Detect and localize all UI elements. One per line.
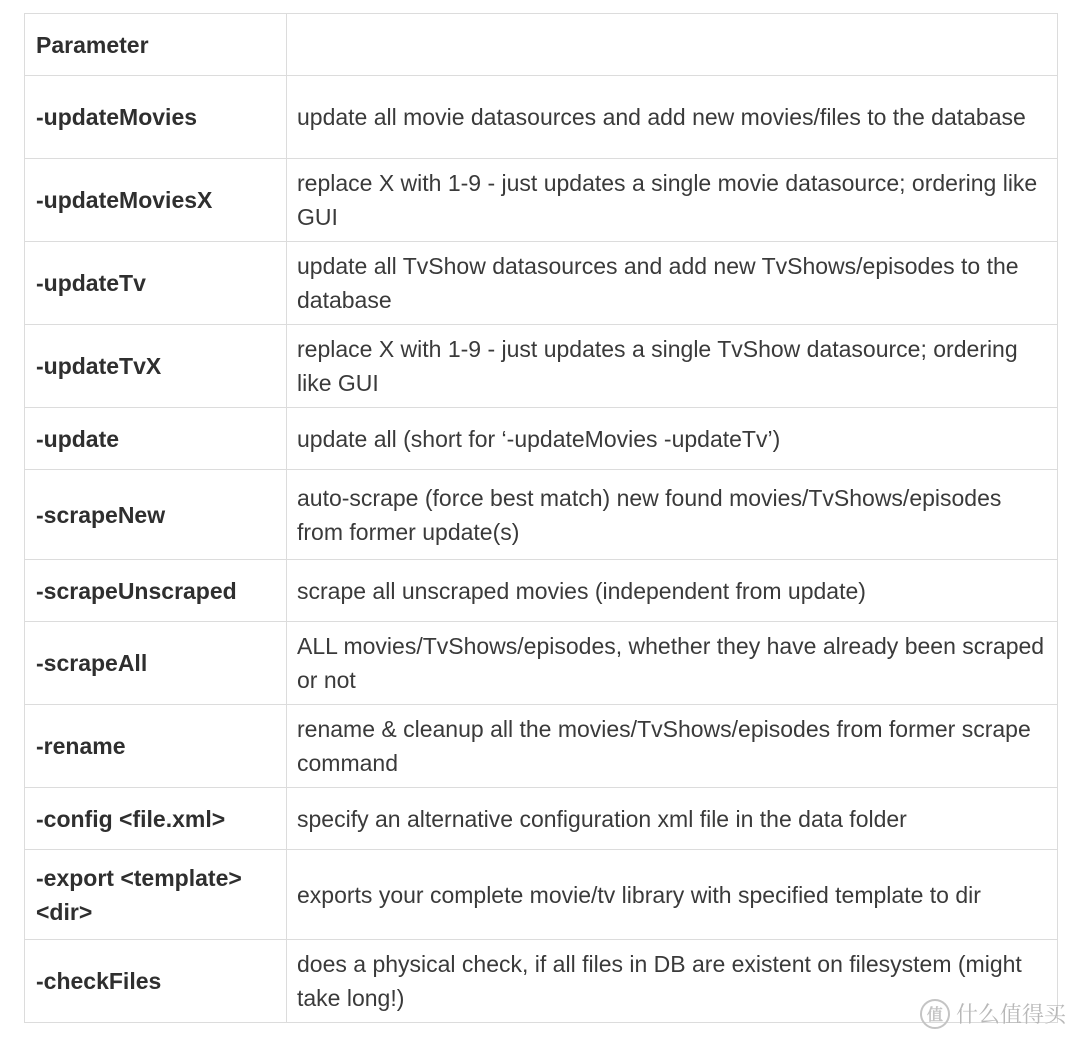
table-row (25, 408, 1058, 470)
parameter-table (24, 13, 1058, 1023)
desc-cell: exports your complete movie/tv library with specified template to dir (287, 850, 1058, 940)
desc-cell: replace X with 1-9 - just updates a single TvShow datasource; ordering like GUI (287, 325, 1058, 408)
param-cell: -scrapeUnscraped (25, 560, 287, 622)
table-row (25, 242, 1058, 325)
param-cell: -rename (25, 705, 287, 788)
desc-cell: update all (short for ‘-updateMovies -updateTv’) (287, 408, 1058, 470)
watermark-logo-icon: 值 (920, 999, 950, 1029)
table-row (25, 325, 1058, 408)
param-cell: -updateTvX (25, 325, 287, 408)
param-cell: -checkFiles (25, 940, 287, 1023)
header-description (287, 14, 1058, 76)
table-row (25, 622, 1058, 705)
param-cell: -update (25, 408, 287, 470)
param-cell: -scrapeNew (25, 470, 287, 560)
param-cell: -config <file.xml> (25, 788, 287, 850)
desc-cell: specify an alternative configuration xml file in the data folder (287, 788, 1058, 850)
desc-cell: does a physical check, if all files in DB are existent on filesystem (might take long!) (287, 940, 1058, 1023)
table-row (25, 788, 1058, 850)
table-row (25, 940, 1058, 1023)
table-row (25, 159, 1058, 242)
table-row (25, 76, 1058, 159)
table-row (25, 850, 1058, 940)
desc-cell: ALL movies/TvShows/episodes, whether they have already been scraped or not (287, 622, 1058, 705)
desc-cell: replace X with 1-9 - just updates a single movie datasource; ordering like GUI (287, 159, 1058, 242)
param-cell: -scrapeAll (25, 622, 287, 705)
watermark (920, 998, 1066, 1029)
param-cell: -export <template> <dir> (25, 850, 287, 940)
table-row (25, 470, 1058, 560)
desc-cell: auto-scrape (force best match) new found movies/TvShows/episodes from former update(s) (287, 470, 1058, 560)
param-cell: -updateTv (25, 242, 287, 325)
table-row (25, 560, 1058, 622)
param-cell: -updateMoviesX (25, 159, 287, 242)
desc-cell: rename & cleanup all the movies/TvShows/episodes from former scrape command (287, 705, 1058, 788)
desc-cell: update all TvShow datasources and add new TvShows/episodes to the database (287, 242, 1058, 325)
desc-cell: scrape all unscraped movies (independent from update) (287, 560, 1058, 622)
table-header-row (25, 14, 1058, 76)
watermark-text: 什么值得买 (955, 1003, 1066, 1028)
desc-cell: update all movie datasources and add new movies/files to the database (287, 76, 1058, 159)
header-parameter: Parameter (25, 14, 287, 76)
table-row (25, 705, 1058, 788)
param-cell: -updateMovies (25, 76, 287, 159)
